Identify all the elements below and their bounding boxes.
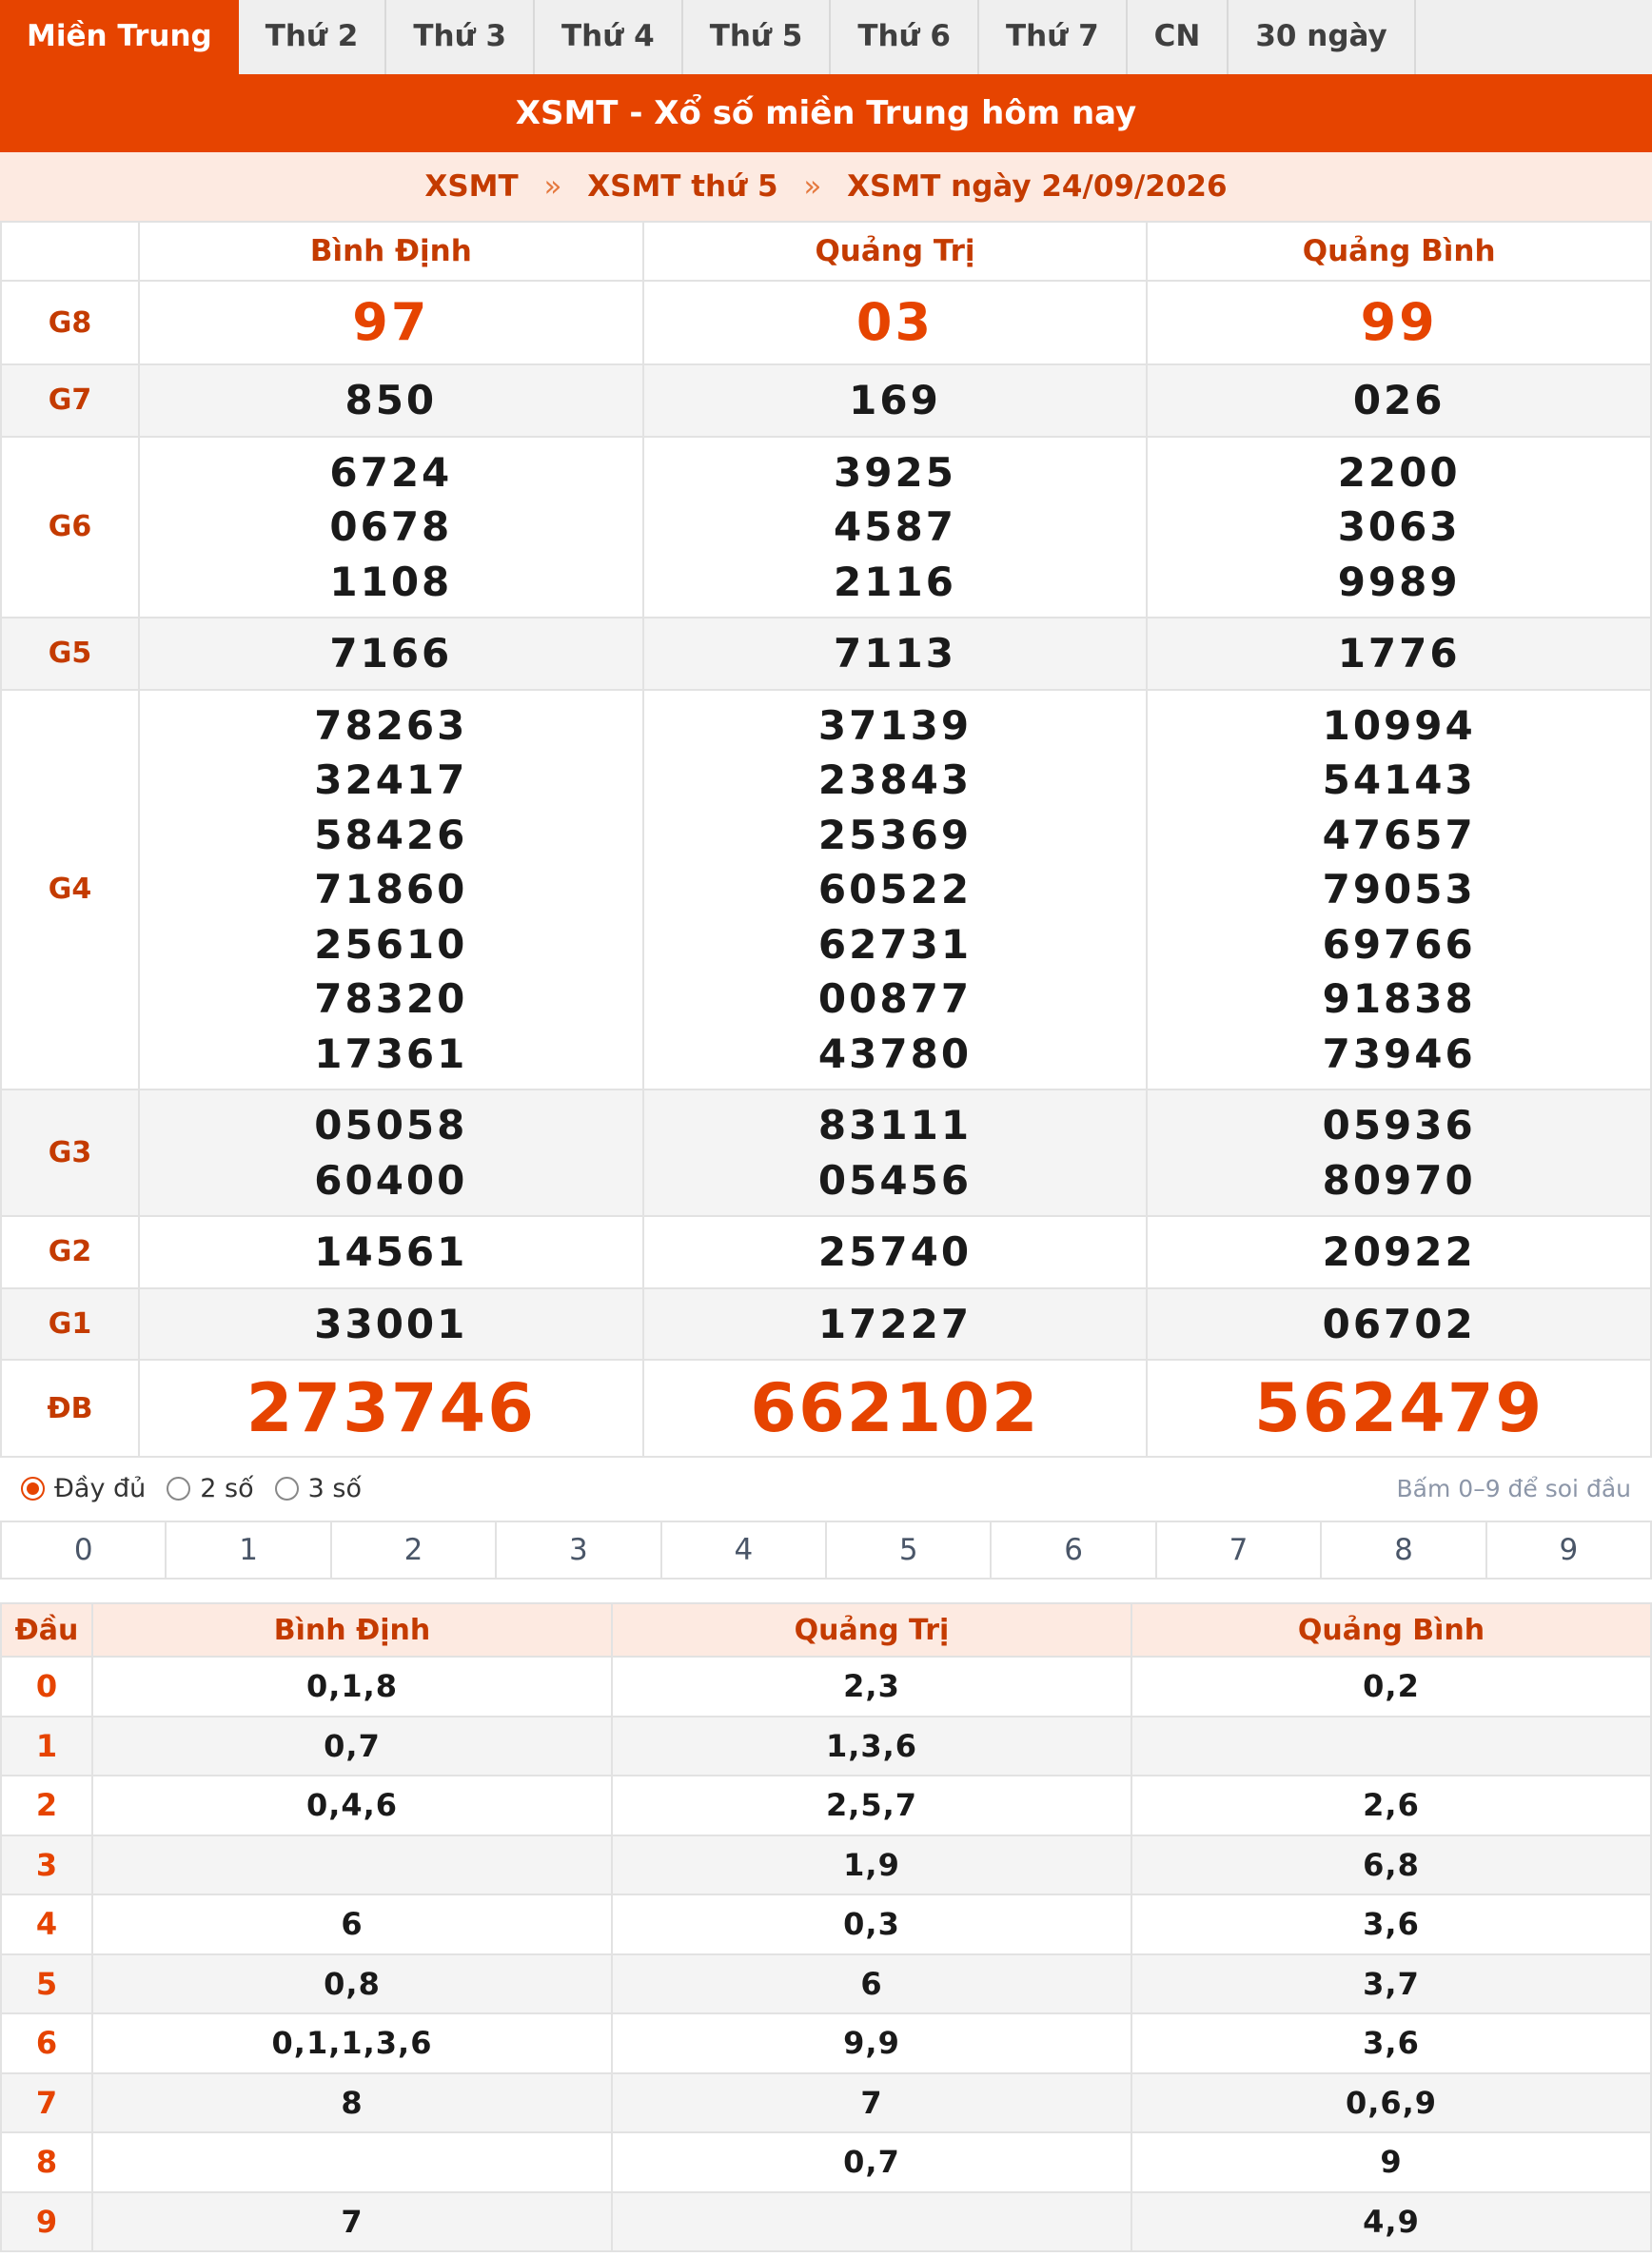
province-header: Bình Định — [92, 1603, 612, 1657]
prize-row — [1, 1089, 1651, 1216]
tail-digits: 4,9 — [1131, 2192, 1651, 2252]
prize-number: 99 — [1360, 292, 1438, 352]
option-3-digits[interactable] — [275, 1474, 362, 1503]
prize-numbers — [1148, 445, 1650, 610]
prize-numbers — [644, 282, 1147, 363]
tail-digits: 1,9 — [612, 1835, 1131, 1895]
prize-number: 7113 — [834, 630, 956, 677]
prize-number: 00877 — [817, 975, 973, 1022]
tail-digits: 7 — [612, 2073, 1131, 2133]
prize-number: 32417 — [314, 756, 468, 803]
tail-digits: 9,9 — [612, 2013, 1131, 2073]
tab-thu-6[interactable]: Thứ 6 — [831, 0, 979, 74]
prize-cell — [643, 281, 1148, 364]
option-label: 3 số — [307, 1473, 362, 1503]
tail-digits: 2,3 — [612, 1657, 1131, 1717]
head-digit: 5 — [1, 1954, 92, 2014]
head-row — [1, 1894, 1651, 1954]
tail-digits — [92, 2132, 612, 2192]
prize-number: 17227 — [817, 1300, 973, 1347]
prize-row — [1, 690, 1651, 1090]
radio-icon[interactable] — [21, 1477, 45, 1501]
prize-number: 37139 — [817, 701, 973, 749]
radio-icon[interactable] — [275, 1477, 299, 1501]
prize-number: 78320 — [314, 975, 468, 1022]
tab-thu-5[interactable]: Thứ 5 — [683, 0, 832, 74]
prize-number: 97 — [352, 292, 430, 352]
head-row — [1, 2073, 1651, 2133]
prize-number: 73946 — [1322, 1030, 1476, 1077]
prize-row — [1, 1360, 1651, 1457]
tail-digits: 1,3,6 — [612, 1717, 1131, 1776]
digit-hint: Bấm 0–9 để soi đầu — [1396, 1474, 1631, 1502]
prize-number: 69766 — [1322, 920, 1476, 968]
prize-numbers — [644, 1297, 1147, 1352]
prize-number: 43780 — [817, 1030, 973, 1077]
prize-cell — [139, 364, 643, 437]
province-header: Quảng Trị — [643, 222, 1148, 281]
tail-digits: 0,3 — [612, 1894, 1131, 1954]
prize-numbers — [140, 1361, 642, 1456]
prize-number: 60522 — [817, 866, 973, 913]
head-digit: 2 — [1, 1776, 92, 1835]
prize-label: G3 — [1, 1089, 139, 1216]
head-digit: 9 — [1, 2192, 92, 2252]
prize-cell — [643, 437, 1148, 618]
prize-numbers — [140, 1098, 642, 1207]
tail-digits: 9 — [1131, 2132, 1651, 2192]
digit-button-6[interactable]: 6 — [992, 1522, 1156, 1578]
prize-numbers — [140, 373, 642, 428]
prize-cell — [643, 364, 1148, 437]
prize-label: G7 — [1, 364, 139, 437]
prize-number: 562479 — [1254, 1369, 1544, 1447]
head-row — [1, 1717, 1651, 1776]
tail-digits: 0,7 — [612, 2132, 1131, 2192]
prize-number: 0678 — [329, 503, 453, 550]
prize-label: G1 — [1, 1288, 139, 1361]
tail-digits: 8 — [92, 2073, 612, 2133]
prize-label: G2 — [1, 1216, 139, 1288]
prize-numbers — [644, 445, 1147, 610]
digit-filter — [0, 1521, 1652, 1580]
head-row — [1, 1835, 1651, 1895]
prize-cell — [643, 1288, 1148, 1361]
prize-number: 3925 — [834, 448, 956, 496]
results-table — [0, 221, 1652, 1458]
display-options — [0, 1458, 1652, 1519]
breadcrumb-separator: » — [803, 169, 822, 204]
prize-row — [1, 281, 1651, 364]
prize-cell — [1147, 1089, 1651, 1216]
dau-header: Đầu — [1, 1603, 92, 1657]
prize-numbers — [140, 282, 642, 363]
prize-numbers — [1148, 373, 1650, 428]
head-row — [1, 1776, 1651, 1835]
tail-digits: 0,8 — [92, 1954, 612, 2014]
breadcrumb-separator: » — [543, 169, 562, 204]
prize-number: 662102 — [750, 1369, 1040, 1447]
prize-numbers — [644, 373, 1147, 428]
digit-button-3[interactable]: 3 — [497, 1522, 661, 1578]
prize-row — [1, 437, 1651, 618]
tail-digits: 6,8 — [1131, 1835, 1651, 1895]
prize-numbers — [644, 626, 1147, 681]
digit-button-7[interactable]: 7 — [1157, 1522, 1322, 1578]
prize-label: G5 — [1, 618, 139, 690]
prize-cell — [139, 1288, 643, 1361]
prize-number: 33001 — [314, 1300, 468, 1347]
prize-cell — [139, 1089, 643, 1216]
option-label: 2 số — [200, 1473, 254, 1503]
prize-numbers — [140, 1225, 642, 1280]
prize-label: ĐB — [1, 1360, 139, 1457]
head-row — [1, 2013, 1651, 2073]
prize-number: 06702 — [1322, 1300, 1476, 1347]
prize-numbers — [644, 1225, 1147, 1280]
digit-button-9[interactable]: 9 — [1559, 1533, 1579, 1567]
prize-number: 58426 — [314, 811, 468, 858]
prize-cell — [139, 281, 643, 364]
head-digit: 4 — [1, 1894, 92, 1954]
prize-cell — [139, 1360, 643, 1457]
tail-digits: 3,6 — [1131, 1894, 1651, 1954]
prize-number: 91838 — [1322, 975, 1476, 1022]
prize-number: 20922 — [1322, 1228, 1476, 1275]
prize-label: G6 — [1, 437, 139, 618]
prize-cell — [1147, 437, 1651, 618]
prize-cell — [643, 690, 1148, 1090]
prize-cell — [139, 618, 643, 690]
prize-cell — [1147, 1288, 1651, 1361]
tail-digits: 0,2 — [1131, 1657, 1651, 1717]
prize-number: 1108 — [329, 558, 453, 605]
prize-number: 78263 — [314, 701, 468, 749]
prize-cell — [643, 1089, 1148, 1216]
prize-number: 1776 — [1337, 630, 1461, 677]
prize-numbers — [1148, 1361, 1650, 1456]
head-table-header-row — [1, 1603, 1651, 1657]
tab-thu-3[interactable]: Thứ 3 — [386, 0, 535, 74]
prize-number: 25369 — [817, 811, 973, 858]
prize-number: 47657 — [1322, 811, 1476, 858]
prize-numbers — [644, 1098, 1147, 1207]
prize-number: 2200 — [1337, 448, 1461, 496]
province-header: Bình Định — [139, 222, 643, 281]
tail-digits: 0,1,8 — [92, 1657, 612, 1717]
head-rows — [1, 1657, 1651, 2251]
head-row — [1, 1657, 1651, 1717]
prize-numbers — [1148, 1297, 1650, 1352]
prize-number: 850 — [344, 377, 438, 423]
prize-row — [1, 618, 1651, 690]
province-header: Quảng Bình — [1131, 1603, 1651, 1657]
prize-number: 60400 — [314, 1156, 468, 1204]
prize-number: 25610 — [314, 920, 468, 968]
prize-numbers — [1148, 1098, 1650, 1207]
head-digit-table — [0, 1602, 1652, 2252]
tail-digits: 6 — [612, 1954, 1131, 2014]
prize-number: 169 — [849, 377, 941, 423]
tail-digits: 0,4,6 — [92, 1776, 612, 1835]
prize-cell — [1147, 364, 1651, 437]
prize-cell — [139, 437, 643, 618]
prize-number: 03 — [856, 292, 934, 352]
head-digit: 8 — [1, 2132, 92, 2192]
tabs-filler — [1416, 0, 1652, 74]
prize-cell — [139, 690, 643, 1090]
tail-digits — [612, 2192, 1131, 2252]
prize-number: 14561 — [314, 1228, 468, 1275]
prize-number: 25740 — [817, 1228, 973, 1275]
head-row — [1, 1954, 1651, 2014]
breadcrumb-date[interactable]: XSMT ngày 24/09/2026 — [847, 169, 1228, 204]
prize-number: 05456 — [817, 1156, 973, 1204]
prize-row — [1, 1288, 1651, 1361]
prize-number: 026 — [1352, 377, 1446, 423]
prize-number: 23843 — [817, 756, 973, 803]
tail-digits — [1131, 1717, 1651, 1776]
prize-numbers — [1148, 282, 1650, 363]
prize-cell — [1147, 281, 1651, 364]
prize-cell — [1147, 1360, 1651, 1457]
tail-digits: 0,1,1,3,6 — [92, 2013, 612, 2073]
prize-number: 9989 — [1337, 558, 1461, 605]
region-tabs — [0, 0, 1652, 74]
prize-label: G8 — [1, 281, 139, 364]
province-header: Quảng Bình — [1147, 222, 1651, 281]
breadcrumb-xsmt[interactable]: XSMT — [424, 169, 519, 204]
prize-cell — [643, 618, 1148, 690]
prize-label: G4 — [1, 690, 139, 1090]
prize-numbers — [1148, 698, 1650, 1082]
tail-digits: 3,7 — [1131, 1954, 1651, 2014]
head-row — [1, 2132, 1651, 2192]
prize-cell — [1147, 690, 1651, 1090]
head-digit: 6 — [1, 2013, 92, 2073]
digit-button-1[interactable]: 1 — [167, 1522, 331, 1578]
prize-numbers — [644, 698, 1147, 1082]
prize-cell — [1147, 1216, 1651, 1288]
province-header: Quảng Trị — [612, 1603, 1131, 1657]
tail-digits: 6 — [92, 1894, 612, 1954]
option-label: Đầy đủ — [54, 1473, 147, 1503]
prize-numbers — [140, 1297, 642, 1352]
prize-numbers — [140, 698, 642, 1082]
option-2-digits[interactable] — [167, 1474, 253, 1503]
prize-number: 62731 — [817, 920, 973, 968]
prize-cell — [1147, 618, 1651, 690]
breadcrumb-xsmt-thu-5[interactable]: XSMT thứ 5 — [587, 169, 778, 204]
prize-number: 273746 — [246, 1369, 536, 1447]
tab-cn[interactable]: CN — [1128, 0, 1229, 74]
prize-number: 83111 — [817, 1102, 973, 1148]
head-digit: 1 — [1, 1717, 92, 1776]
tail-digits: 0,6,9 — [1131, 2073, 1651, 2133]
tab-mien-trung[interactable]: Miền Trung — [0, 0, 239, 74]
prize-number: 4587 — [834, 503, 956, 550]
digit-button-8[interactable]: 8 — [1322, 1522, 1486, 1578]
results-corner — [1, 222, 139, 281]
prize-cell — [139, 1216, 643, 1288]
head-digit: 0 — [1, 1657, 92, 1717]
head-digit: 7 — [1, 2073, 92, 2133]
head-digit: 3 — [1, 1835, 92, 1895]
prize-number: 54143 — [1322, 756, 1476, 803]
tab-30-ngay[interactable]: 30 ngày — [1229, 0, 1415, 74]
prize-row — [1, 1216, 1651, 1288]
prize-number: 10994 — [1322, 701, 1476, 749]
prize-numbers — [644, 1361, 1147, 1456]
prize-number: 05058 — [314, 1102, 468, 1148]
tail-digits — [92, 1835, 612, 1895]
prize-number: 17361 — [314, 1030, 468, 1077]
digit-button-5[interactable]: 5 — [827, 1522, 992, 1578]
prize-number: 80970 — [1322, 1156, 1476, 1204]
prize-number: 79053 — [1322, 866, 1476, 913]
head-row — [1, 2192, 1651, 2252]
prize-numbers — [140, 445, 642, 610]
tail-digits: 3,6 — [1131, 2013, 1651, 2073]
prize-number: 2116 — [834, 558, 956, 605]
prize-number: 71860 — [314, 866, 468, 913]
prize-numbers — [140, 626, 642, 681]
tab-thu-4[interactable]: Thứ 4 — [535, 0, 683, 74]
prize-rows — [1, 281, 1651, 1457]
prize-number: 7166 — [329, 630, 453, 677]
tab-thu-2[interactable]: Thứ 2 — [239, 0, 387, 74]
tail-digits: 2,6 — [1131, 1776, 1651, 1835]
digit-button-4[interactable]: 4 — [662, 1522, 827, 1578]
tail-digits: 2,5,7 — [612, 1776, 1131, 1835]
prize-numbers — [1148, 1225, 1650, 1280]
digit-button-2[interactable]: 2 — [332, 1522, 497, 1578]
prize-number: 05936 — [1322, 1102, 1476, 1148]
page-title: XSMT - Xổ số miền Trung hôm nay — [0, 74, 1652, 152]
prize-number: 3063 — [1337, 503, 1461, 550]
prize-row — [1, 364, 1651, 437]
prize-number: 6724 — [329, 448, 453, 496]
option-full[interactable] — [21, 1474, 146, 1503]
prize-cell — [643, 1216, 1148, 1288]
prize-numbers — [1148, 626, 1650, 681]
radio-icon[interactable] — [167, 1477, 190, 1501]
breadcrumb — [0, 152, 1652, 221]
results-header-row — [1, 222, 1651, 281]
digit-button-0[interactable]: 0 — [2, 1522, 167, 1578]
tail-digits: 0,7 — [92, 1717, 612, 1776]
tab-thu-7[interactable]: Thứ 7 — [979, 0, 1128, 74]
tail-digits: 7 — [92, 2192, 612, 2252]
prize-cell — [643, 1360, 1148, 1457]
